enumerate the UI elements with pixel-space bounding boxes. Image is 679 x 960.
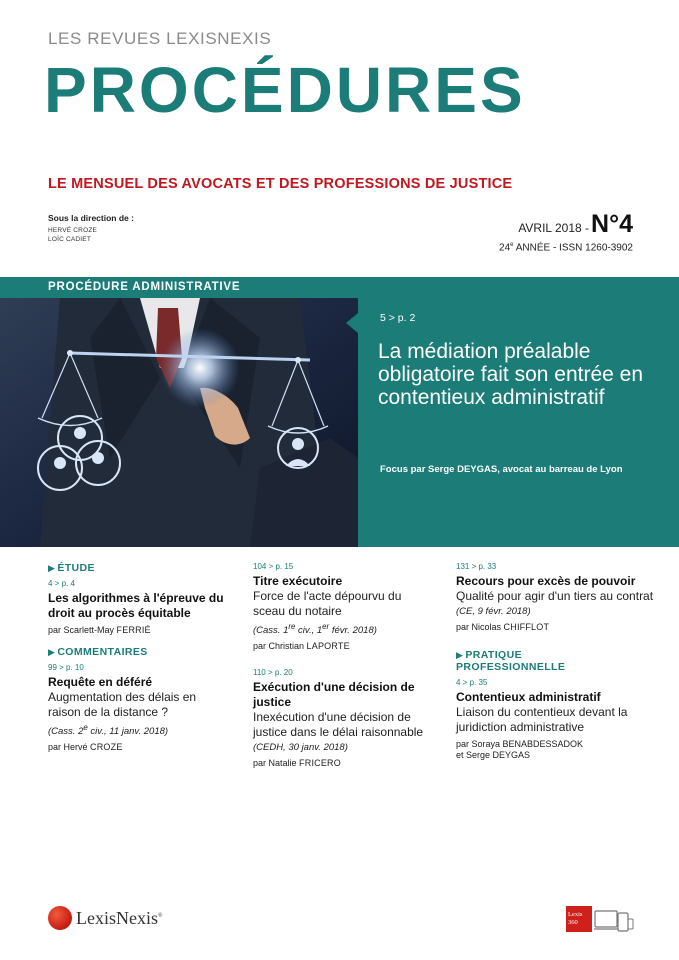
lexis360-badge: Lexis 360 xyxy=(566,906,592,932)
article-citation: (CE, 9 févr. 2018) xyxy=(456,606,531,617)
lead-article-author: Focus par Serge DEYGAS, avocat au barreau de Lyon xyxy=(380,464,623,475)
director-name: LOÏC CADIET xyxy=(48,236,92,243)
contents-column-1 xyxy=(48,562,228,763)
article-subtitle: Liaison du contentieux devant la juridiction administrative xyxy=(456,705,628,734)
article-author: et Serge DEYGAS xyxy=(456,750,531,760)
lexisnexis-logo-icon xyxy=(48,906,72,930)
journal-tagline: LE MENSUEL DES AVOCATS ET DES PROFESSIONS DE JUSTICE xyxy=(48,176,513,192)
section-heading: ▶ PRATIQUE PROFESSIONNELLE xyxy=(456,649,566,673)
article-author: par Natalie FRICERO xyxy=(253,758,341,769)
article-entry[interactable] xyxy=(253,562,433,652)
director-name: HERVÉ CROZE xyxy=(48,227,98,234)
triangle-icon: ▶ xyxy=(48,563,56,573)
article-author: par Scarlett-May FERRIÉ xyxy=(48,625,151,635)
lead-article-ref: 5 > p. 2 xyxy=(380,312,416,324)
article-ref: 110 > p. 20 xyxy=(253,668,293,678)
article-citation: (Cass. 1re civ., 1er févr. 2018) xyxy=(253,622,377,637)
article-ref: 99 > p. 10 xyxy=(48,663,84,672)
article-ref: 131 > p. 33 xyxy=(456,562,497,571)
article-ref: 4 > p. 4 xyxy=(48,579,75,588)
triangle-icon: ▶ xyxy=(48,647,56,657)
section-heading: ▶ COMMENTAIRES xyxy=(48,646,148,658)
issue-info xyxy=(499,212,633,253)
article-title: Recours pour excès de pouvoir xyxy=(456,574,636,588)
issue-date: AVRIL 2018 - xyxy=(518,221,590,235)
article-entry[interactable] xyxy=(48,579,228,636)
article-title: Les algorithmes à l'épreuve du droit au procès équitable xyxy=(48,591,224,620)
article-subtitle: Qualité pour agir d'un tiers au contrat xyxy=(456,589,654,603)
cover-illustration xyxy=(0,298,358,547)
lead-article[interactable] xyxy=(358,298,679,547)
article-subtitle: Force de l'acte dépourvu du sceau du notaire xyxy=(253,589,402,618)
issue-year-issn: 24e ANNÉE - ISSN 1260-3902 xyxy=(499,242,633,254)
article-entry[interactable] xyxy=(456,562,656,633)
contents-column-2 xyxy=(253,562,433,779)
article-entry[interactable] xyxy=(253,668,433,769)
hero-pointer xyxy=(346,313,358,333)
devices-icon xyxy=(594,909,634,935)
direction-label: Sous la direction de : xyxy=(48,213,134,223)
justice-scale-image xyxy=(0,298,358,547)
series-label: LES REVUES LEXISNEXIS xyxy=(48,29,272,48)
article-entry[interactable] xyxy=(456,678,656,761)
issue-number: N°4 xyxy=(591,210,633,238)
article-title: Titre exécutoire xyxy=(253,574,343,588)
section-band xyxy=(0,277,679,298)
publisher-wordmark: LexisNexis® xyxy=(76,907,163,928)
article-title: Requête en déféré xyxy=(48,675,153,689)
article-citation: (CEDH, 30 janv. 2018) xyxy=(253,742,348,754)
section-heading: ▶ ÉTUDE xyxy=(48,562,95,574)
article-subtitle: Augmentation des délais en raison de la distance ? xyxy=(48,690,197,719)
publisher-logo xyxy=(48,906,163,930)
triangle-icon: ▶ xyxy=(456,650,464,660)
lead-article-headline: La médiation préalable obligatoire fait son entrée en contentieux administratif xyxy=(378,340,644,409)
article-author: par Nicolas CHIFFLOT xyxy=(456,622,550,632)
article-title: Exécution d'une décision de justice xyxy=(253,680,415,710)
article-citation: (Cass. 2e civ., 11 janv. 2018) xyxy=(48,723,169,738)
contents-column-3 xyxy=(456,562,656,771)
article-author: par Soraya BENABDESSADOK xyxy=(456,739,584,749)
section-band-label: PROCÉDURE ADMINISTRATIVE xyxy=(48,281,241,293)
editorial-direction xyxy=(48,213,134,244)
article-entry[interactable] xyxy=(48,663,228,753)
article-author: par Hervé CROZE xyxy=(48,742,123,753)
article-ref: 4 > p. 35 xyxy=(456,678,488,687)
article-subtitle: Inexécution d'une décision de justice dans le délai raisonnable xyxy=(253,710,424,740)
article-ref: 104 > p. 15 xyxy=(253,562,294,571)
article-title: Contentieux administratif xyxy=(456,690,601,704)
article-author: par Christian LAPORTE xyxy=(253,641,350,652)
journal-title: PROCÉDURES xyxy=(44,54,526,126)
